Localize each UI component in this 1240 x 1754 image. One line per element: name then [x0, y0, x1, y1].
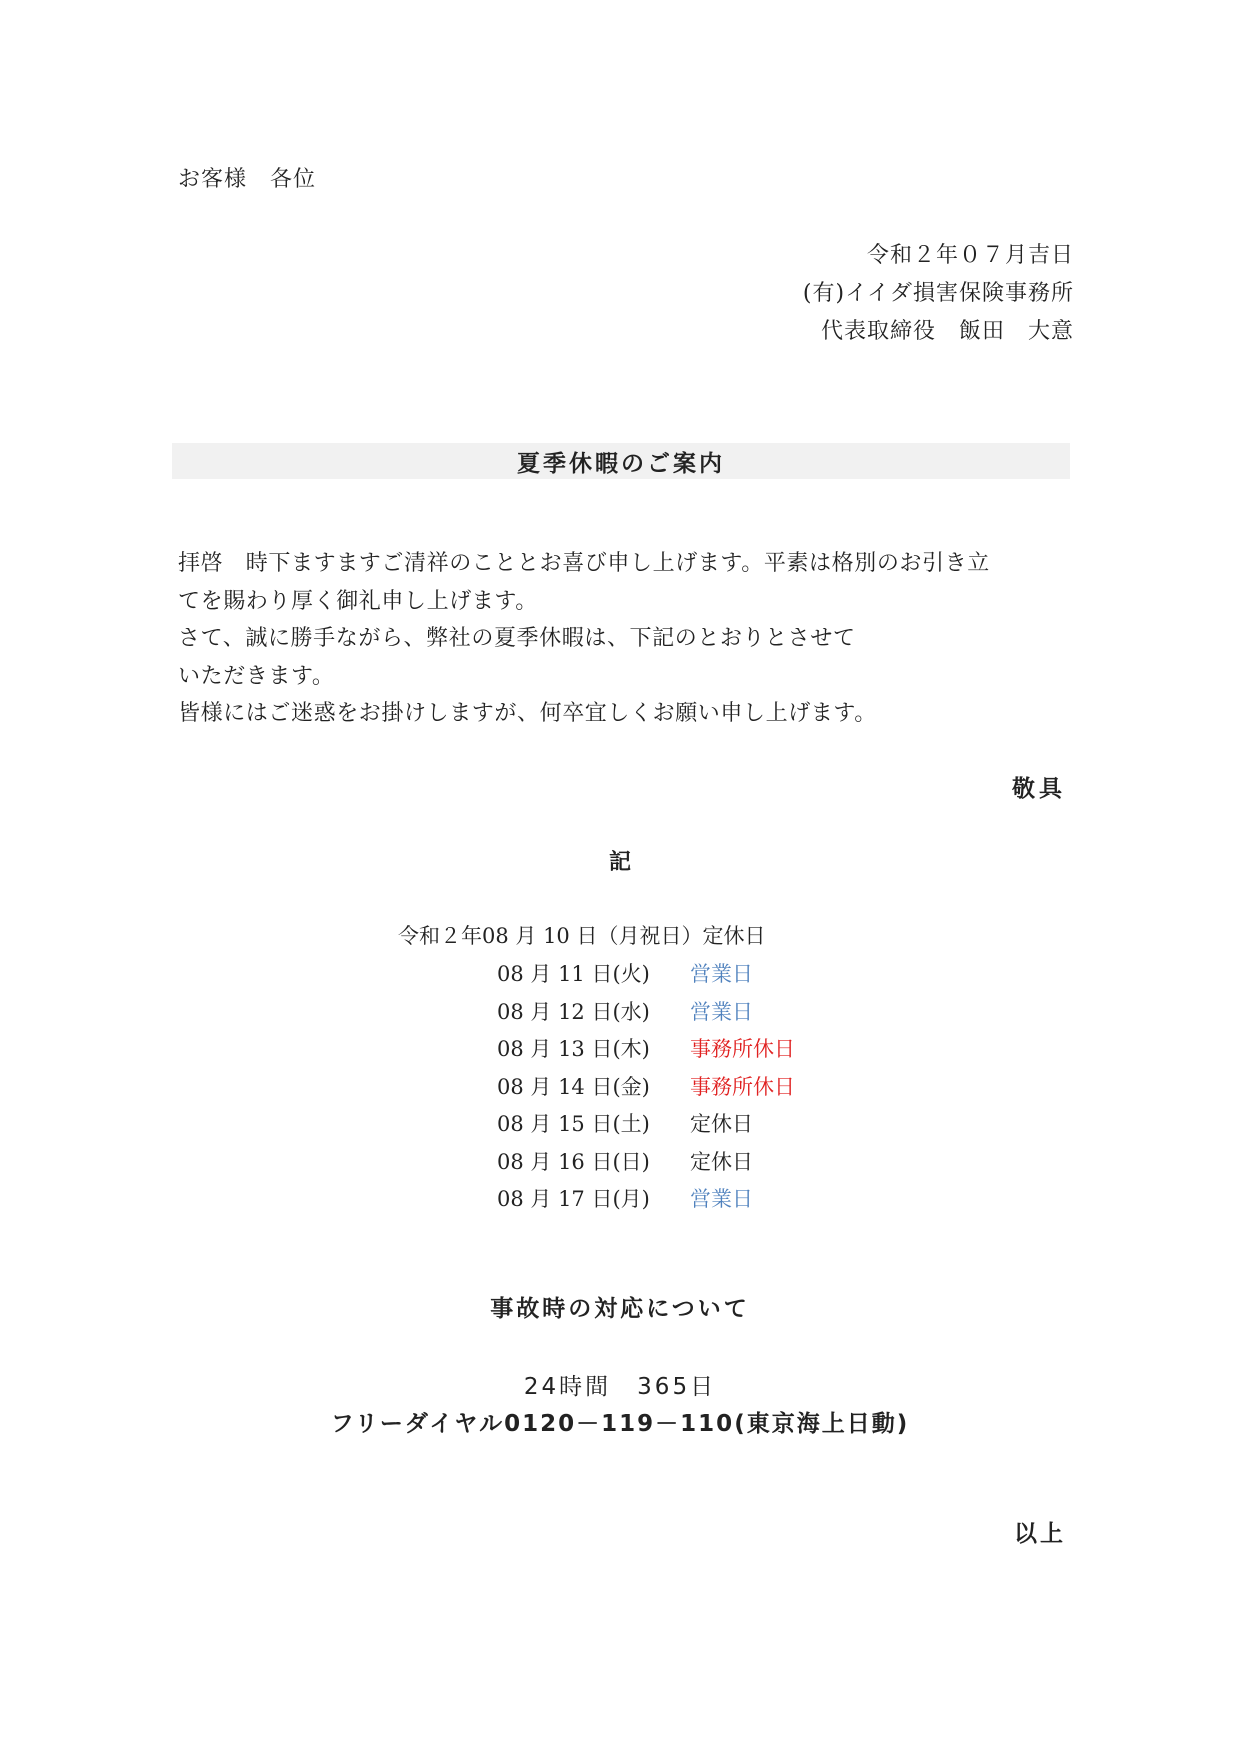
schedule-status: 営業日 — [690, 962, 753, 986]
addressee: お客様 各位 — [178, 167, 317, 192]
body-line-1: 拝啓 時下ますますご清祥のこととお喜び申し上げます。平素は格別のお引き立 — [178, 551, 990, 576]
body-line-5: 皆様にはご迷惑をお掛けしますが、何卒宜しくお願い申し上げます。 — [178, 701, 877, 726]
sender-company: (有)イイダ損害保険事務所 — [802, 281, 1074, 306]
schedule-list — [497, 956, 795, 1219]
schedule-date: 08 月 17 日(月) — [497, 1187, 650, 1211]
accident-hours: 24時間 365日 — [523, 1374, 717, 1400]
schedule-row — [497, 1181, 795, 1219]
schedule-status: 営業日 — [690, 1187, 753, 1211]
body-line-3: さて、誠に勝手ながら、弊社の夏季休暇は、下記のとおりとさせて — [178, 626, 856, 651]
sender-representative: 代表取締役 飯田 大意 — [820, 319, 1074, 344]
schedule-status: 営業日 — [690, 999, 753, 1024]
ki-heading: 記 — [608, 850, 631, 875]
accident-heading: 事故時の対応について — [490, 1296, 750, 1322]
closing-ijo: 以上 — [1014, 1521, 1066, 1547]
schedule-row — [497, 994, 795, 1032]
schedule-status: 事務所休日 — [690, 1074, 795, 1099]
schedule-row — [497, 1069, 795, 1107]
closing-keigu: 敬具 — [1012, 776, 1066, 802]
body-line-4: いただきます。 — [178, 663, 335, 689]
document-title: 夏季休暇のご案内 — [517, 451, 725, 477]
schedule-row — [497, 1144, 795, 1182]
schedule-row — [497, 1031, 795, 1069]
schedule-first-line: 令和２年08 月 10 日（月祝日）定休日 — [398, 924, 766, 948]
schedule-status: 定休日 — [690, 1149, 753, 1174]
body-line-2: てを賜わり厚く御礼申し上げます。 — [178, 588, 538, 614]
accident-phone: フリーダイヤル0120－119－110(東京海上日動) — [330, 1411, 910, 1437]
schedule-date: 08 月 12 日(水) — [497, 999, 650, 1024]
schedule-date: 08 月 15 日(土) — [497, 1112, 650, 1136]
schedule-date: 08 月 16 日(日) — [497, 1149, 650, 1174]
schedule-date: 08 月 11 日(火) — [497, 962, 650, 986]
schedule-status: 定休日 — [690, 1112, 753, 1136]
schedule-row — [497, 956, 795, 994]
body-text — [178, 545, 1078, 733]
sender-date: 令和２年０７月吉日 — [866, 243, 1074, 268]
schedule-row — [497, 1106, 795, 1144]
schedule-date: 08 月 13 日(木) — [497, 1037, 650, 1061]
schedule-status: 事務所休日 — [690, 1037, 795, 1061]
schedule-date: 08 月 14 日(金) — [497, 1074, 650, 1099]
